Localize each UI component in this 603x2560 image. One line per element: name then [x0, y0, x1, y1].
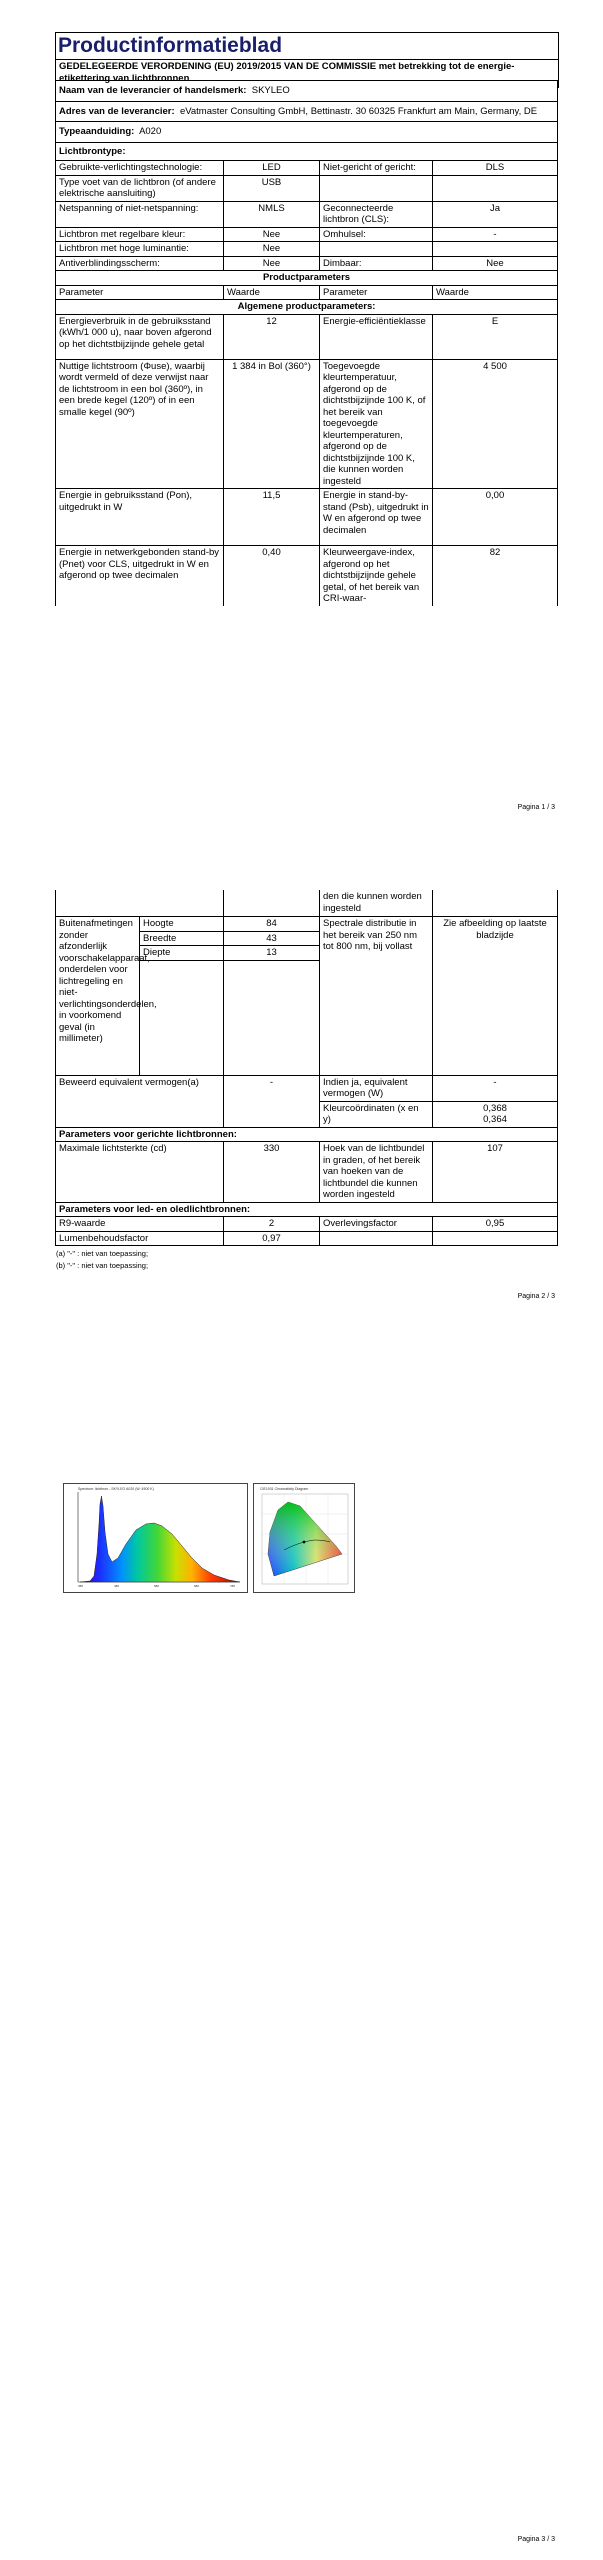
general-params-heading: Algemene productparameters: — [56, 300, 558, 315]
cie-title: CIE1931 Chromaticity Diagram — [260, 1487, 309, 1491]
r9-value: 2 — [224, 1217, 320, 1232]
spectrum-chart — [64, 1484, 247, 1592]
type-value: - — [433, 227, 558, 242]
supplier-label: Naam van de leverancier of handelsmerk: — [59, 85, 247, 96]
type-value: LED — [224, 161, 320, 176]
page-number: Pagina 1 / 3 — [517, 804, 555, 811]
type-value: Nee — [224, 256, 320, 271]
product-params-heading: Productparameters — [56, 271, 558, 286]
general-row — [56, 359, 558, 489]
spectral-value: Zie afbeelding op laatste bladzijde — [433, 917, 558, 1076]
cie-figure — [253, 1483, 355, 1593]
type-value: Nee — [224, 242, 320, 257]
continued-text: den die kunnen worden ingesteld — [320, 890, 433, 917]
param-label: Nuttige lichtstroom (Φuse), waarbij wordt vermeld of deze verwijst naar de lichtstroom in een bol (360º), in een brede kegel (120º) of in een smalle kegel (90º) — [56, 359, 224, 489]
general-row — [56, 314, 558, 359]
intensity-row — [56, 1142, 558, 1203]
param-value: E — [433, 314, 558, 359]
dim-name: Hoogte — [140, 917, 224, 932]
param-value: 82 — [433, 546, 558, 606]
param-label: Energie in netwerkgebonden stand-by (Pnet) voor CLS, uitgedrukt in W en afgerond op twee decimalen — [56, 546, 224, 606]
spectrum-title: Spectrum: lichtbron - SKYLEO A020 (W: 4500 K) — [78, 1487, 154, 1491]
info-table-2-wrap — [55, 890, 557, 1272]
model-row — [56, 122, 558, 143]
product-params-row — [56, 271, 558, 286]
general-params-row — [56, 300, 558, 315]
regulation-text: GEDELEGEERDE VERORDENING (EU) 2019/2015 VAN DE COMMISSIE met betrekking tot de energie-etikettering van lichtbronnen — [59, 61, 515, 84]
model-value: A020 — [139, 126, 162, 137]
type-value — [433, 175, 558, 201]
type-label — [320, 242, 433, 257]
type-label: Netspanning of niet-netspanning: — [56, 201, 224, 227]
light-source-type-row — [56, 142, 558, 161]
address-row — [56, 101, 558, 122]
spectrum-curve — [80, 1496, 240, 1582]
beam-label: Hoek van de lichtbundel in graden, of het bereik van hoeken van de lichtbundel die kunnen worden ingesteld — [320, 1142, 433, 1203]
param-label: Kleurweergave-index, afgerond op het dichtstbijzijnde gehele getal, of het bereik van CRI-waar- — [320, 546, 433, 606]
page-1 — [0, 0, 603, 820]
lumen-row — [56, 1231, 558, 1246]
type-label: Lichtbron met regelbare kleur: — [56, 227, 224, 242]
intensity-label: Maximale lichtsterkte (cd) — [56, 1142, 224, 1203]
spectral-label: Spectrale distributie in het bereik van 250 nm tot 800 nm, bij vollast — [320, 917, 433, 1076]
param-label: Energie in stand-by-stand (Psb), uitgedrukt in W en afgerond op twee decimalen — [320, 489, 433, 546]
equiv-value: - — [224, 1075, 320, 1127]
type-label: Dimbaar: — [320, 256, 433, 271]
type-label: Gebruikte-verlichtingstechnologie: — [56, 161, 224, 176]
type-value: NMLS — [224, 201, 320, 227]
type-label: Antiverblindingsscherm: — [56, 256, 224, 271]
type-value: Nee — [433, 256, 558, 271]
supplier-row — [56, 81, 558, 102]
r9-row — [56, 1217, 558, 1232]
address-label: Adres van de leverancier: — [59, 105, 175, 117]
type-label: Geconnecteerde lichtbron (CLS): — [320, 201, 433, 227]
page-2 — [0, 820, 603, 1340]
info-table-2 — [55, 890, 558, 1246]
footnote-b: (b) "-" : niet van toepassing; — [56, 1261, 149, 1270]
type-row — [56, 242, 558, 257]
param-value: 0,40 — [224, 546, 320, 606]
info-table — [55, 80, 558, 606]
dims-label: Buitenafmetingen zonder afzonderlijk voorschakelapparaat, onderdelen voor lichtregeling en niet-verlichtingsonderdelen, in voorkomend geval (in millimeter) — [56, 917, 140, 1076]
continued-row — [56, 890, 558, 917]
type-row — [56, 227, 558, 242]
info-table-wrap — [55, 80, 557, 606]
chroma-values — [433, 1101, 558, 1127]
chromaticity-point — [303, 1541, 306, 1544]
chroma-x: 0,368 — [483, 1102, 507, 1114]
type-value — [433, 242, 558, 257]
spectrum-figure — [63, 1483, 248, 1593]
directional-header-row — [56, 1127, 558, 1142]
spectrum-tick: 580 — [154, 1584, 160, 1588]
beam-value: 107 — [433, 1142, 558, 1203]
column-header-row — [56, 285, 558, 300]
model-label: Typeaanduiding: — [59, 126, 135, 137]
type-row — [56, 201, 558, 227]
type-label — [320, 175, 433, 201]
cie-chart — [254, 1484, 354, 1592]
type-value: Nee — [224, 227, 320, 242]
param-value: 11,5 — [224, 489, 320, 546]
survival-value: 0,95 — [433, 1217, 558, 1232]
survival-label: Overlevingsfactor — [320, 1217, 433, 1232]
col-header-param: Parameter — [56, 285, 224, 300]
param-label: Energie-efficiëntieklasse — [320, 314, 433, 359]
intensity-value: 330 — [224, 1142, 320, 1203]
equiv2-label: Indien ja, equivalent vermogen (W) — [320, 1075, 433, 1101]
address-value: eVatmaster Consulting GmbH, Bettinastr. 30 60325 Frankfurt am Main, Germany, DE — [179, 105, 538, 117]
page-title: Productinformatieblad — [58, 34, 283, 57]
col-header-value: Waarde — [433, 285, 558, 300]
param-value: 12 — [224, 314, 320, 359]
dim-name: Diepte — [140, 946, 224, 961]
param-label: Toegevoegde kleurtemperatuur, afgerond op de dichtstbijzijnde 100 K, of het bereik van toegevoegde kleurtemperaturen, afgerond op de dichtstbijzijnde 100 K, die kunnen worden ingesteld — [320, 359, 433, 489]
param-label: Energieverbruik in de gebruiksstand (kWh/1 000 u), naar boven afgerond op het dichtstbijzijnde gehele getal — [56, 314, 224, 359]
equiv-label: Beweerd equivalent vermogen(a) — [56, 1075, 224, 1127]
spectrum-tick: 380 — [78, 1584, 84, 1588]
lumen-label: Lumenbehoudsfactor — [56, 1231, 224, 1246]
page-number: Pagina 3 / 3 — [517, 2536, 555, 2543]
dimension-row — [56, 917, 558, 932]
equiv-row — [56, 1075, 558, 1101]
page-number: Pagina 2 / 3 — [517, 1293, 555, 1300]
dim-value: 13 — [224, 946, 320, 961]
equiv2-value: - — [433, 1075, 558, 1101]
led-header: Parameters voor led- en oledlichtbronnen: — [56, 1202, 558, 1217]
chroma-y: 0,364 — [483, 1114, 507, 1125]
spectrum-tick: 480 — [114, 1584, 120, 1588]
type-value: USB — [224, 175, 320, 201]
type-row — [56, 175, 558, 201]
param-label: Energie in gebruiksstand (Pon), uitgedrukt in W — [56, 489, 224, 546]
param-value: 0,00 — [433, 489, 558, 546]
chroma-label: Kleurcoördinaten (x en y) — [320, 1101, 433, 1127]
param-value: 1 384 in Bol (360°) — [224, 359, 320, 489]
r9-label: R9-waarde — [56, 1217, 224, 1232]
col-header-param: Parameter — [320, 285, 433, 300]
general-row — [56, 546, 558, 606]
type-label: Type voet van de lichtbron (of andere elektrische aansluiting) — [56, 175, 224, 201]
footnote-a: (a) "-" : niet van toepassing; — [56, 1249, 149, 1258]
type-label: Omhulsel: — [320, 227, 433, 242]
dim-value: 84 — [224, 917, 320, 932]
page-3 — [0, 1340, 603, 2560]
led-header-row — [56, 1202, 558, 1217]
type-label: Lichtbron met hoge luminantie: — [56, 242, 224, 257]
spectrum-tick: 780 — [230, 1584, 236, 1588]
param-value: 4 500 — [433, 359, 558, 489]
spectrum-tick: 680 — [194, 1584, 200, 1588]
dim-value: 43 — [224, 931, 320, 946]
type-row — [56, 161, 558, 176]
figures — [63, 1483, 353, 1593]
general-row — [56, 489, 558, 546]
col-header-value: Waarde — [224, 285, 320, 300]
type-row — [56, 256, 558, 271]
light-source-type-label: Lichtbrontype: — [56, 142, 558, 161]
type-value: DLS — [433, 161, 558, 176]
directional-header: Parameters voor gerichte lichtbronnen: — [56, 1127, 558, 1142]
dim-name: Breedte — [140, 931, 224, 946]
lumen-value: 0,97 — [224, 1231, 320, 1246]
type-value: Ja — [433, 201, 558, 227]
supplier-value: SKYLEO — [251, 85, 290, 96]
type-label: Niet-gericht of gericht: — [320, 161, 433, 176]
